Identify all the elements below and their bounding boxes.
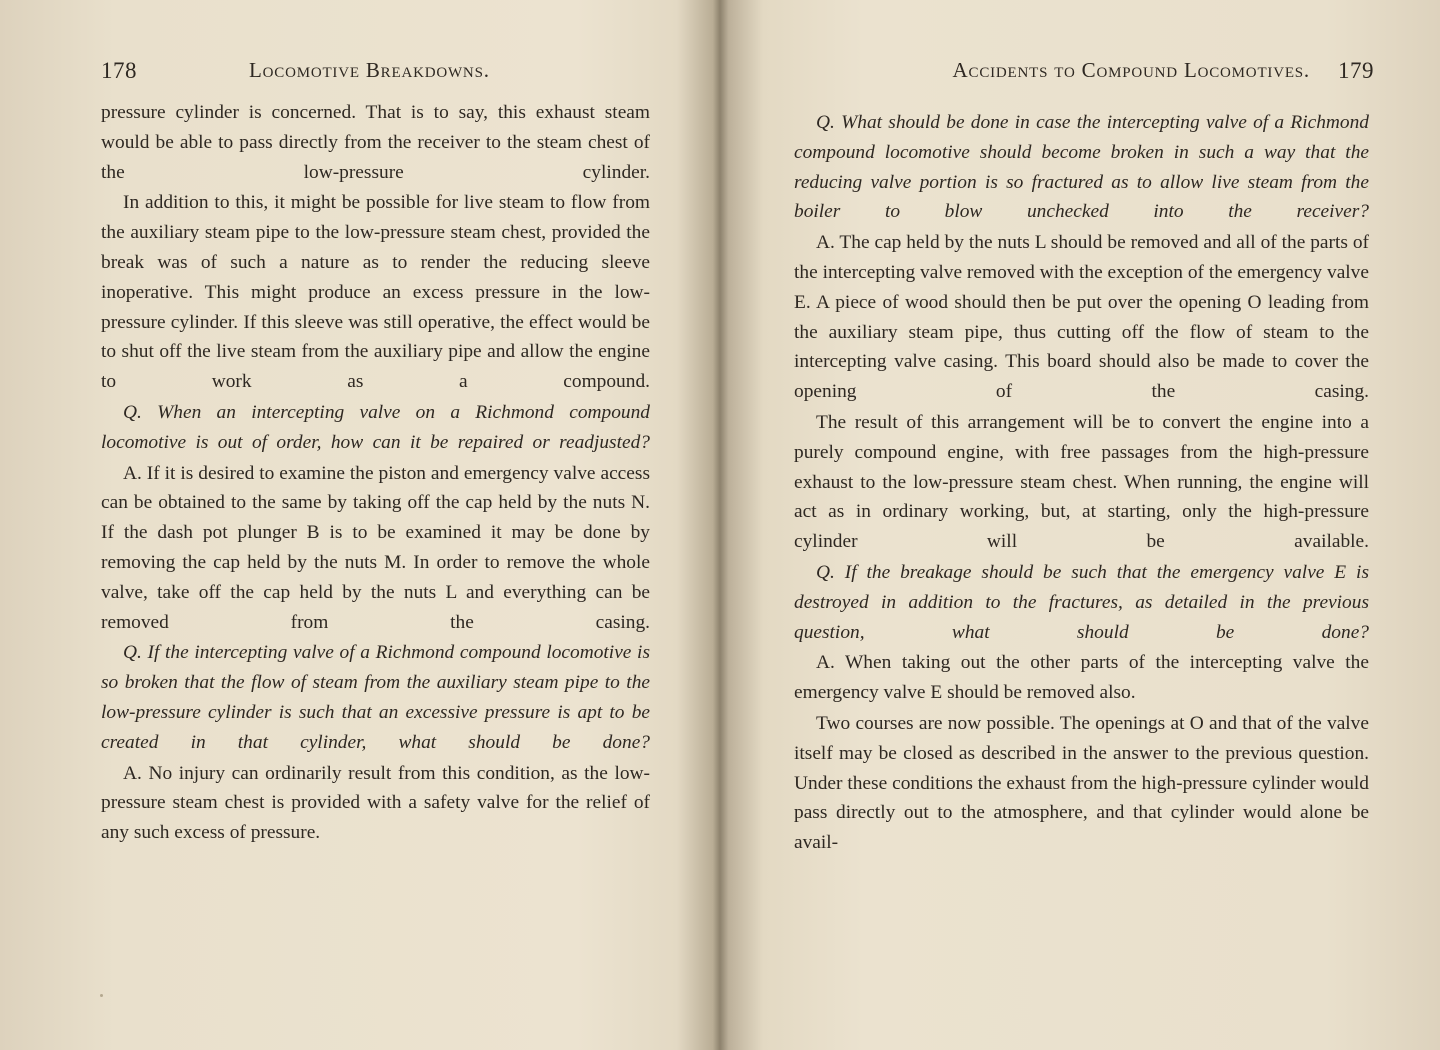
answer-paragraph: A. When taking out the other parts of the intercepting valve the emergency valve E should be removed also.: [794, 652, 1369, 704]
answer-paragraph: A. The cap held by the nuts L should be removed and all of the parts of the intercepting valve removed with the exception of the emergency valve E. A piece of wood should then be put over the opening O leading from the auxiliary steam pipe, thus cutting off the flow of steam to the intercepting valve casing. This board should also be made to cover the opening of the casing.: [794, 232, 1369, 403]
question-paragraph: Q. What should be done in case the intercepting valve of a Richmond compound locomotive should become broken in such a way that the reducing valve portion is so fractured as to allow live steam from the boiler to blow unchecked into the receiver?: [794, 112, 1369, 223]
left-page: [0, 0, 716, 1050]
paragraph: In addition to this, it might be possible for live steam to flow from the auxiliary steam pipe to the low-pressure steam chest, provided the break was of such a nature as to render the reducing sleeve inoperative. This might produce an excess pressure in the low-pressure cylinder. If this sleeve was still operative, the effect would be to shut off the live steam from the auxiliary pipe and allow the engine to work as a compound.: [101, 192, 650, 393]
question-paragraph: Q. If the intercepting valve of a Richmond compound locomotive is so broken that the flow of steam from the auxiliary steam pipe to the low-pressure cylinder is such that an excessive pressure is apt to be created in that cylinder, what should be done?: [101, 642, 650, 753]
running-head-left: [101, 58, 651, 86]
left-page-body: [101, 98, 650, 848]
running-head-title: Accidents to Compound Locomotives.: [952, 58, 1310, 82]
running-head-title: Locomotive Breakdowns.: [249, 58, 490, 82]
paragraph: Two courses are now possible. The openings at O and that of the valve itself may be closed as described in the answer to the previous question. Under these conditions the exhaust from the high-pressure cylinder would pass directly out to the atmosphere, and that cylinder would alone be avail-: [794, 712, 1369, 854]
paragraph: pressure cylinder is concerned. That is to say, this exhaust steam would be able to pass directly from the receiver to the steam chest of the low-pressure cylinder.: [101, 102, 650, 183]
right-page-body: [794, 108, 1369, 858]
page-number: 178: [101, 58, 137, 83]
running-head-right: [794, 58, 1374, 86]
page-number: 179: [1338, 58, 1374, 83]
question-paragraph: Q. If the breakage should be such that the emergency valve E is destroyed in addition to the fractures, as detailed in the previous question, what should be done?: [794, 561, 1369, 643]
right-page: [724, 0, 1440, 1050]
paper-speck: [100, 994, 103, 997]
answer-paragraph: A. No injury can ordinarily result from this condition, as the low-pressure steam chest is provided with a safety valve for the relief of any such excess of pressure.: [101, 762, 650, 844]
question-paragraph: Q. When an intercepting valve on a Richmond compound locomotive is out of order, how can it be repaired or readjusted?: [101, 401, 650, 453]
paragraph: The result of this arrangement will be to convert the engine into a purely compound engine, with free passages from the high-pressure exhaust to the low-pressure steam chest. When running, the engine will act as in ordinary working, but, at starting, only the high-pressure cylinder will be available.: [794, 411, 1369, 553]
answer-paragraph: A. If it is desired to examine the piston and emergency valve access can be obtained to the same by taking off the cap held by the nuts N. If the dash pot plunger B is to be examined it may be done by removing the cap held by the nuts M. In order to remove the whole valve, take off the cap held by the nuts L and everything can be removed from the casing.: [101, 462, 650, 633]
